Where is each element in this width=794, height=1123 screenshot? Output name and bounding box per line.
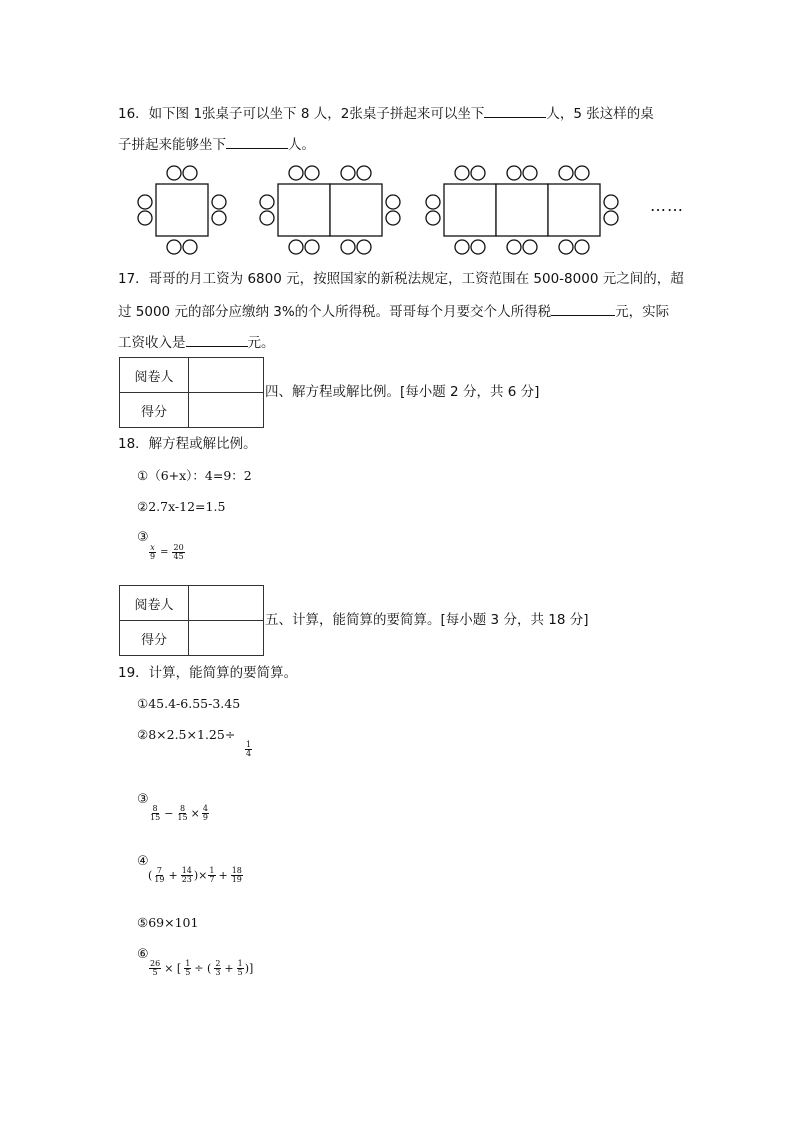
score-box-section4 [119,357,264,428]
one-table-group [138,166,226,254]
table-rect [548,184,600,236]
two-tables-group [260,166,400,254]
q19-item3-marker: ③ [137,792,149,807]
score-label: 得分 [120,621,189,656]
q19-item1: ①45.4-6.55-3.45 [137,696,241,711]
score-field[interactable] [189,393,264,428]
fraction: $\frac{20}{45}$ [173,543,184,562]
q19-title: 19．计算，能简算的要简算。 [118,665,298,681]
q19-item4-expression: ( $\frac{7}{19}$ + $\frac{14}{23}$ )× $\frac{1}{7}$ + $\frac{18}{19}$ [148,866,242,885]
reviewer-label: 阅卷人 [120,358,189,393]
q17-line1: 17．哥哥的月工资为 6800 元，按照国家的新税法规定，工资范围在 500-8000 元之间的，超 [118,271,684,287]
score-box-section5 [119,585,264,656]
q17-line3: 工资收入是 元。 [118,335,275,351]
seat-icon [167,166,181,180]
answer-blank[interactable] [186,335,248,347]
answer-blank[interactable] [484,106,546,118]
three-tables-group [426,166,618,254]
seat-icon [212,211,226,225]
seat-icon [138,195,152,209]
q18-item3-equation: $\frac{x}{9}$ = $\frac{20}{45}$ [150,543,184,562]
answer-blank[interactable] [226,137,288,149]
q16-line2: 子拼起来能够坐下 人。 [118,137,315,153]
table-rect [156,184,208,236]
section4-title: 四、解方程或解比例。[每小题 2 分，共 6 分] [265,384,540,400]
table-rect [496,184,548,236]
q18-item2: ②2.7x-12=1.5 [137,499,226,514]
q19-item3-expression: $\frac{8}{15}$ − $\frac{8}{15}$ × $\frac{4}{9}$ [150,804,208,823]
table-rect [330,184,382,236]
table-seating-diagram [130,160,710,260]
score-field[interactable] [189,621,264,656]
q19-item2: ②8×2.5×1.25÷ [137,727,236,742]
reviewer-label: 阅卷人 [120,586,189,621]
reviewer-field[interactable] [189,586,264,621]
seat-icon [183,240,197,254]
q19-item5: ⑤69×101 [137,915,199,930]
q19-item2-fraction: $\frac{1}{4}$ [246,740,252,759]
table-rect [444,184,496,236]
seat-icon [167,240,181,254]
q19-item6-marker: ⑥ [137,947,149,962]
q18-item1: ①（6+x）：4=9：2 [137,468,252,483]
q16-line1: 16．如下图 1张桌子可以坐下 8 人，2张桌子拼起来可以坐下 人，5 张这样的桌 [118,106,654,122]
answer-blank[interactable] [551,304,615,316]
table-rect [278,184,330,236]
seat-icon [212,195,226,209]
fraction: $\frac{x}{9}$ [150,543,156,562]
seat-icon [138,211,152,225]
q17-line2: 过 5000 元的部分应缴纳 3%的个人所得税。哥哥每个月要交个人所得税 元，实际 [118,304,670,320]
q19-item6-expression: $\frac{26}{5}$ × [ $\frac{1}{5}$ ÷ ( $\frac{2}{3}$ + $\frac{1}{5}$ )] [150,959,254,978]
reviewer-field[interactable] [189,358,264,393]
section5-title: 五、计算，能简算的要简算。[每小题 3 分，共 18 分] [265,612,589,628]
ellipsis: …… [650,196,684,215]
seat-icon [183,166,197,180]
q18-title: 18．解方程或解比例。 [118,436,257,452]
q19-item4-marker: ④ [137,854,149,869]
score-label: 得分 [120,393,189,428]
q18-item3-marker: ③ [137,530,149,545]
